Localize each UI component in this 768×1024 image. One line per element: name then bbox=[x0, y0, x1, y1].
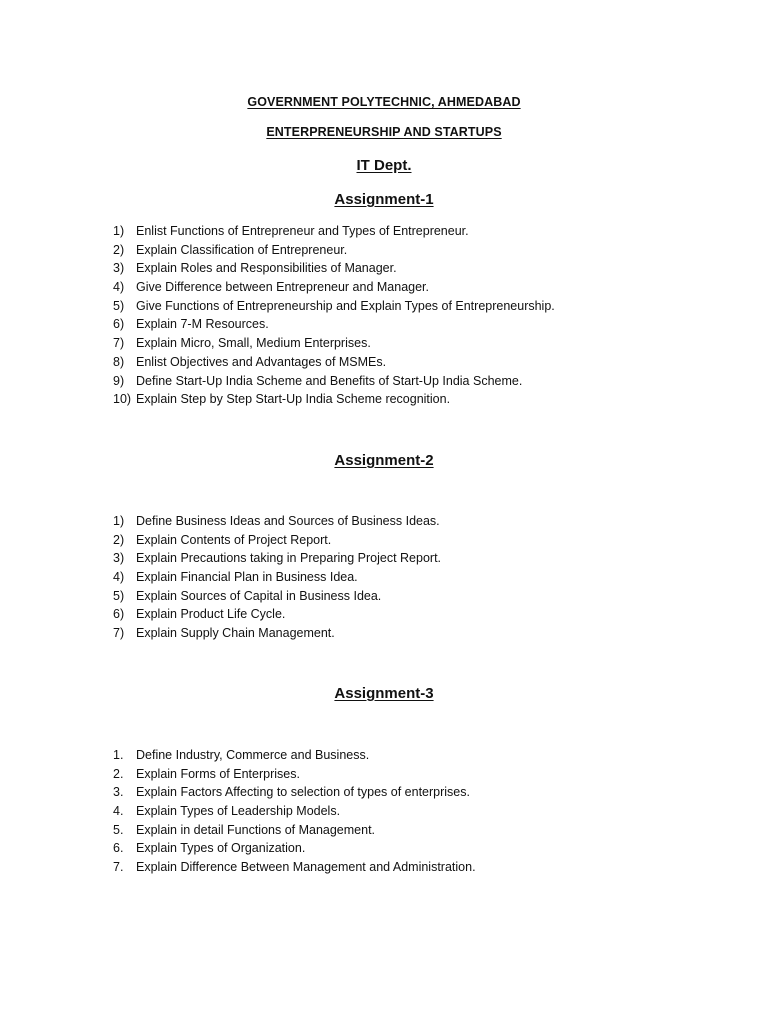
list-item: 9) Define Start-Up India Scheme and Benefits of Start-Up India Scheme. bbox=[113, 373, 523, 388]
list-item: 1) Define Business Ideas and Sources of Business Ideas. bbox=[113, 514, 440, 528]
list-item: 4) Give Difference between Entrepreneur and Manager. bbox=[113, 280, 430, 295]
institution-title: GOVERNMENT POLYTECHNIC, AHMEDABAD bbox=[247, 95, 521, 109]
assignment-1-title: Assignment-1 bbox=[334, 191, 434, 208]
subject-title: ENTERPRENEURSHIP AND STARTUPS bbox=[266, 125, 502, 139]
list-item: 6. Explain Types of Organization. bbox=[113, 841, 306, 856]
list-item: 2. Explain Forms of Enterprises. bbox=[113, 766, 300, 781]
department-title: IT Dept. bbox=[356, 157, 412, 174]
assignment-3-list bbox=[113, 746, 476, 877]
assignment-1-heading bbox=[0, 191, 768, 208]
list-item: 10) Explain Step by Step Start-Up India Scheme recognition. bbox=[113, 392, 451, 407]
list-item: 3. Explain Factors Affecting to selection of types of enterprises. bbox=[113, 785, 470, 800]
list-item: 3) Explain Precautions taking in Preparing Project Report. bbox=[113, 551, 442, 566]
institution-heading bbox=[0, 95, 768, 109]
assignment-3-title: Assignment-3 bbox=[334, 685, 434, 702]
list-item: 3) Explain Roles and Responsibilities of Manager. bbox=[113, 261, 397, 276]
list-item: 4) Explain Financial Plan in Business Idea. bbox=[113, 570, 358, 585]
list-item: 6) Explain Product Life Cycle. bbox=[113, 607, 286, 622]
list-item: 5) Give Functions of Entrepreneurship and Explain Types of Entrepreneurship. bbox=[113, 298, 555, 313]
list-item: 7. Explain Difference Between Management and Administration. bbox=[113, 860, 476, 875]
list-item: 4. Explain Types of Leadership Models. bbox=[113, 804, 341, 819]
subject-heading bbox=[0, 125, 768, 139]
assignment-2-title: Assignment-2 bbox=[334, 452, 434, 469]
list-item: 2) Explain Contents of Project Report. bbox=[113, 532, 332, 547]
list-item: 5) Explain Sources of Capital in Business Idea. bbox=[113, 588, 382, 603]
list-item: 5. Explain in detail Functions of Management. bbox=[113, 822, 376, 837]
list-item: 7) Explain Supply Chain Management. bbox=[113, 626, 335, 641]
list-item: 1. Define Industry, Commerce and Business. bbox=[113, 748, 370, 762]
assignment-1-list bbox=[113, 222, 555, 409]
list-item: 8) Enlist Objectives and Advantages of MSMEs. bbox=[113, 354, 387, 369]
list-item: 7) Explain Micro, Small, Medium Enterprises. bbox=[113, 336, 371, 351]
assignment-2-list bbox=[113, 512, 441, 643]
list-item: 1) Enlist Functions of Entrepreneur and Types of Entrepreneur. bbox=[113, 224, 469, 238]
assignment-3-heading bbox=[0, 685, 768, 702]
department-heading bbox=[0, 157, 768, 174]
list-item: 6) Explain 7-M Resources. bbox=[113, 317, 269, 332]
list-item: 2) Explain Classification of Entrepreneur. bbox=[113, 242, 348, 257]
assignment-2-heading bbox=[0, 452, 768, 469]
